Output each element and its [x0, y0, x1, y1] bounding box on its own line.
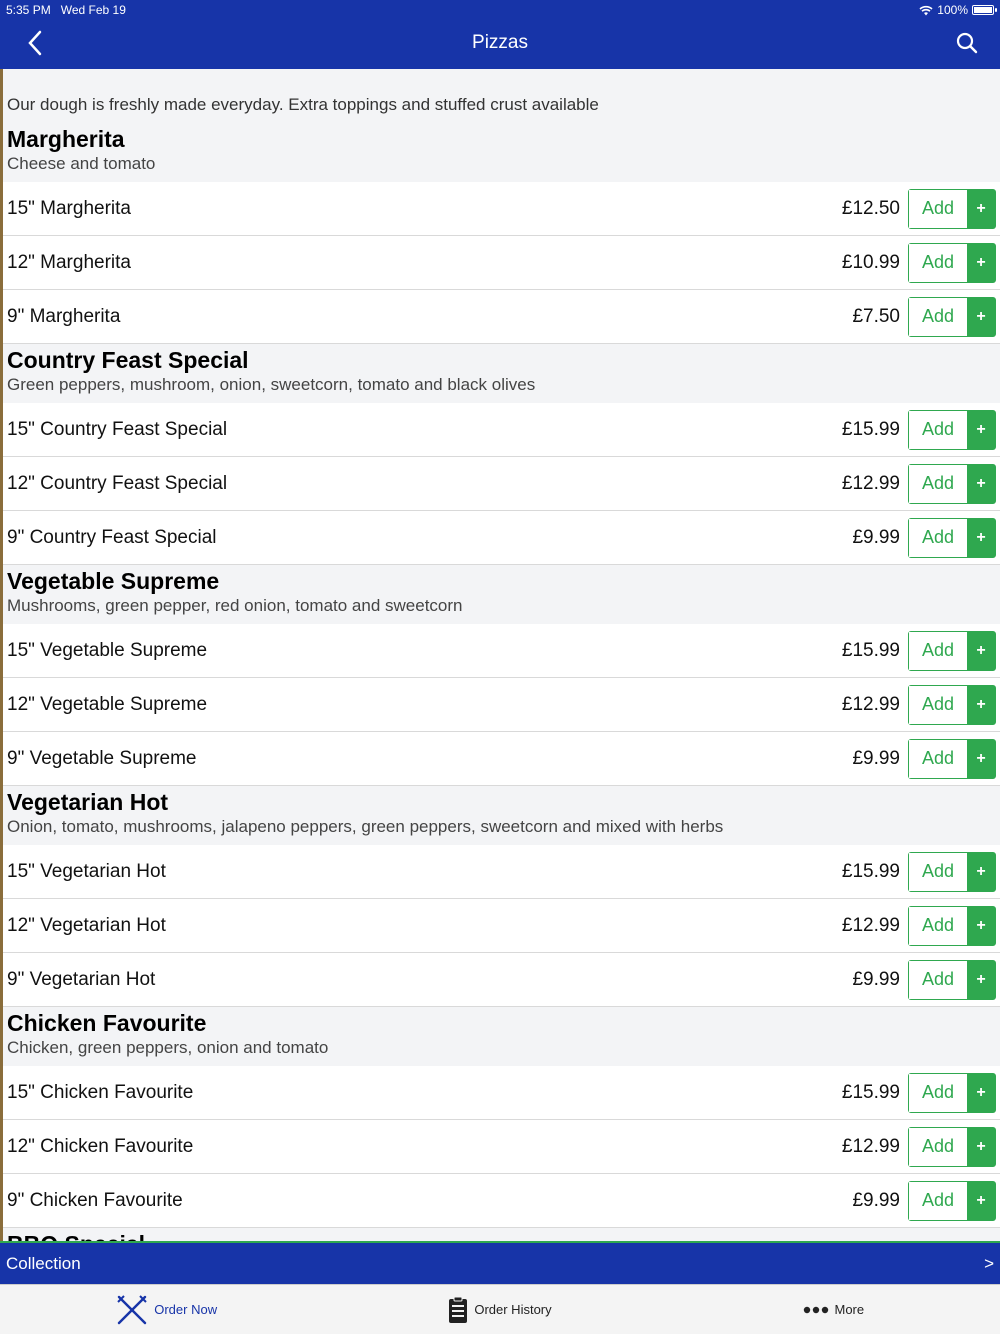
group-header	[3, 565, 1000, 624]
group-header	[3, 123, 1000, 182]
tab-order-history[interactable]	[333, 1296, 666, 1324]
item-price: £9.99	[852, 1189, 900, 1211]
wifi-icon	[919, 5, 933, 16]
add-to-order-button[interactable]	[908, 631, 996, 671]
add-button-label: Add	[909, 961, 967, 999]
collection-label: Collection	[6, 1253, 81, 1273]
add-to-order-button[interactable]	[908, 1073, 996, 1113]
group-header	[3, 344, 1000, 403]
item-name: 12" Margherita	[7, 251, 131, 273]
menu-item-row	[3, 899, 1000, 953]
plus-icon: +	[967, 740, 995, 778]
group-description: Chicken, green peppers, onion and tomato	[7, 1038, 329, 1057]
tab-order-now[interactable]	[0, 1294, 333, 1326]
item-name: 12" Vegetable Supreme	[7, 693, 208, 715]
plus-icon: +	[967, 1182, 995, 1220]
group-name: Margherita	[7, 126, 125, 152]
item-name: 9" Margherita	[7, 305, 121, 327]
tab-more-label: More	[834, 1302, 865, 1317]
item-name: 12" Vegetarian Hot	[7, 914, 166, 936]
item-name: 15" Country Feast Special	[7, 418, 228, 440]
menu-intro: Our dough is freshly made everyday. Extra toppings and stuffed crust available	[3, 69, 1000, 123]
add-button-label: Add	[909, 740, 967, 778]
plus-icon: +	[967, 519, 995, 557]
item-price: £12.99	[841, 693, 900, 715]
page-title: Pizzas	[472, 32, 528, 53]
add-button-label: Add	[909, 853, 967, 891]
battery-icon	[972, 5, 994, 15]
plus-icon: +	[967, 1074, 995, 1112]
item-name: 9" Vegetarian Hot	[7, 968, 156, 990]
item-name: 15" Vegetarian Hot	[7, 860, 166, 882]
item-name: 12" Country Feast Special	[7, 472, 228, 494]
plus-icon: +	[967, 686, 995, 724]
add-button-label: Add	[909, 1128, 967, 1166]
plus-icon: +	[967, 190, 995, 228]
item-name: 9" Country Feast Special	[7, 526, 217, 548]
group-description: Onion, tomato, mushrooms, jalapeno peppers, green peppers, sweetcorn and mixed with herbs	[7, 817, 724, 836]
item-price: £15.99	[841, 639, 900, 661]
plus-icon: +	[967, 632, 995, 670]
search-button[interactable]	[952, 28, 982, 58]
add-button-label: Add	[909, 298, 967, 336]
plus-icon: +	[967, 465, 995, 503]
menu-list[interactable]	[0, 69, 1000, 1241]
status-indicators	[919, 3, 994, 17]
add-button-label: Add	[909, 1182, 967, 1220]
plus-icon: +	[967, 1128, 995, 1166]
item-price: £12.99	[841, 1135, 900, 1157]
menu-item-row	[3, 953, 1000, 1007]
menu-item-row	[3, 678, 1000, 732]
add-to-order-button[interactable]	[908, 189, 996, 229]
menu-item-row	[3, 182, 1000, 236]
item-name: 9" Chicken Favourite	[7, 1189, 183, 1211]
add-button-label: Add	[909, 907, 967, 945]
add-to-order-button[interactable]	[908, 464, 996, 504]
tab-order-now-label: Order Now	[154, 1302, 218, 1317]
item-price: £10.99	[841, 251, 900, 273]
group-name: Vegetarian Hot	[7, 789, 169, 815]
add-button-label: Add	[909, 244, 967, 282]
search-icon	[956, 32, 978, 54]
battery-percent: 100%	[937, 3, 968, 17]
add-button-label: Add	[909, 632, 967, 670]
add-button-label: Add	[909, 1074, 967, 1112]
menu-item-row	[3, 1120, 1000, 1174]
add-button-label: Add	[909, 190, 967, 228]
item-name: 15" Vegetable Supreme	[7, 639, 208, 661]
menu-item-row	[3, 236, 1000, 290]
group-name: Vegetable Supreme	[7, 568, 220, 594]
menu-item-row	[3, 1066, 1000, 1120]
menu-item-row	[3, 403, 1000, 457]
more-dots-icon	[803, 1306, 829, 1314]
collection-bar[interactable]	[0, 1241, 1000, 1284]
add-to-order-button[interactable]	[908, 960, 996, 1000]
item-name: 15" Margherita	[7, 197, 131, 219]
tab-order-history-label: Order History	[474, 1302, 552, 1317]
item-price: £12.99	[841, 914, 900, 936]
group-description: Cheese and tomato	[7, 154, 156, 173]
add-button-label: Add	[909, 519, 967, 557]
menu-item-row	[3, 290, 1000, 344]
add-to-order-button[interactable]	[908, 297, 996, 337]
collection-arrow: >	[984, 1253, 994, 1273]
status-time	[6, 3, 126, 17]
item-name: 9" Vegetable Supreme	[7, 747, 197, 769]
plus-icon: +	[967, 411, 995, 449]
item-price: £12.99	[841, 472, 900, 494]
add-to-order-button[interactable]	[908, 410, 996, 450]
add-to-order-button[interactable]	[908, 1181, 996, 1221]
item-price: £15.99	[841, 1081, 900, 1103]
fork-knife-icon	[116, 1294, 148, 1326]
menu-item-row	[3, 845, 1000, 899]
add-to-order-button[interactable]	[908, 1127, 996, 1167]
menu-item-row	[3, 457, 1000, 511]
add-to-order-button[interactable]	[908, 243, 996, 283]
plus-icon: +	[967, 907, 995, 945]
menu-item-row	[3, 1174, 1000, 1228]
top-bar	[0, 0, 1000, 69]
add-button-label: Add	[909, 686, 967, 724]
group-description: Mushrooms, green pepper, red onion, tomato and sweetcorn	[7, 596, 463, 615]
group-name: Country Feast Special	[7, 347, 249, 373]
item-price: £15.99	[841, 418, 900, 440]
item-name: 15" Chicken Favourite	[7, 1081, 194, 1103]
group-header	[3, 786, 1000, 845]
add-to-order-button[interactable]	[908, 685, 996, 725]
item-price: £9.99	[852, 968, 900, 990]
menu-item-row	[3, 732, 1000, 786]
tab-more[interactable]	[667, 1302, 1000, 1317]
plus-icon: +	[967, 961, 995, 999]
menu-item-row	[3, 511, 1000, 565]
add-to-order-button[interactable]	[908, 906, 996, 946]
item-price: £9.99	[852, 526, 900, 548]
plus-icon: +	[967, 298, 995, 336]
add-to-order-button[interactable]	[908, 852, 996, 892]
item-price: £9.99	[852, 747, 900, 769]
plus-icon: +	[967, 853, 995, 891]
clipboard-icon	[448, 1296, 468, 1324]
tab-bar	[0, 1284, 1000, 1334]
add-to-order-button[interactable]	[908, 518, 996, 558]
status-clock: 5:35 PM	[6, 3, 51, 17]
plus-icon: +	[967, 244, 995, 282]
item-price: £12.50	[841, 197, 900, 219]
add-button-label: Add	[909, 465, 967, 503]
status-date: Wed Feb 19	[60, 3, 126, 17]
menu-item-row	[3, 624, 1000, 678]
group-header	[3, 1007, 1000, 1066]
item-name: 12" Chicken Favourite	[7, 1135, 194, 1157]
item-price: £7.50	[852, 305, 900, 327]
item-price: £15.99	[841, 860, 900, 882]
group-name: Chicken Favourite	[7, 1010, 207, 1036]
add-to-order-button[interactable]	[908, 739, 996, 779]
group-description: Green peppers, mushroom, onion, sweetcorn, tomato and black olives	[7, 375, 536, 394]
add-button-label: Add	[909, 411, 967, 449]
